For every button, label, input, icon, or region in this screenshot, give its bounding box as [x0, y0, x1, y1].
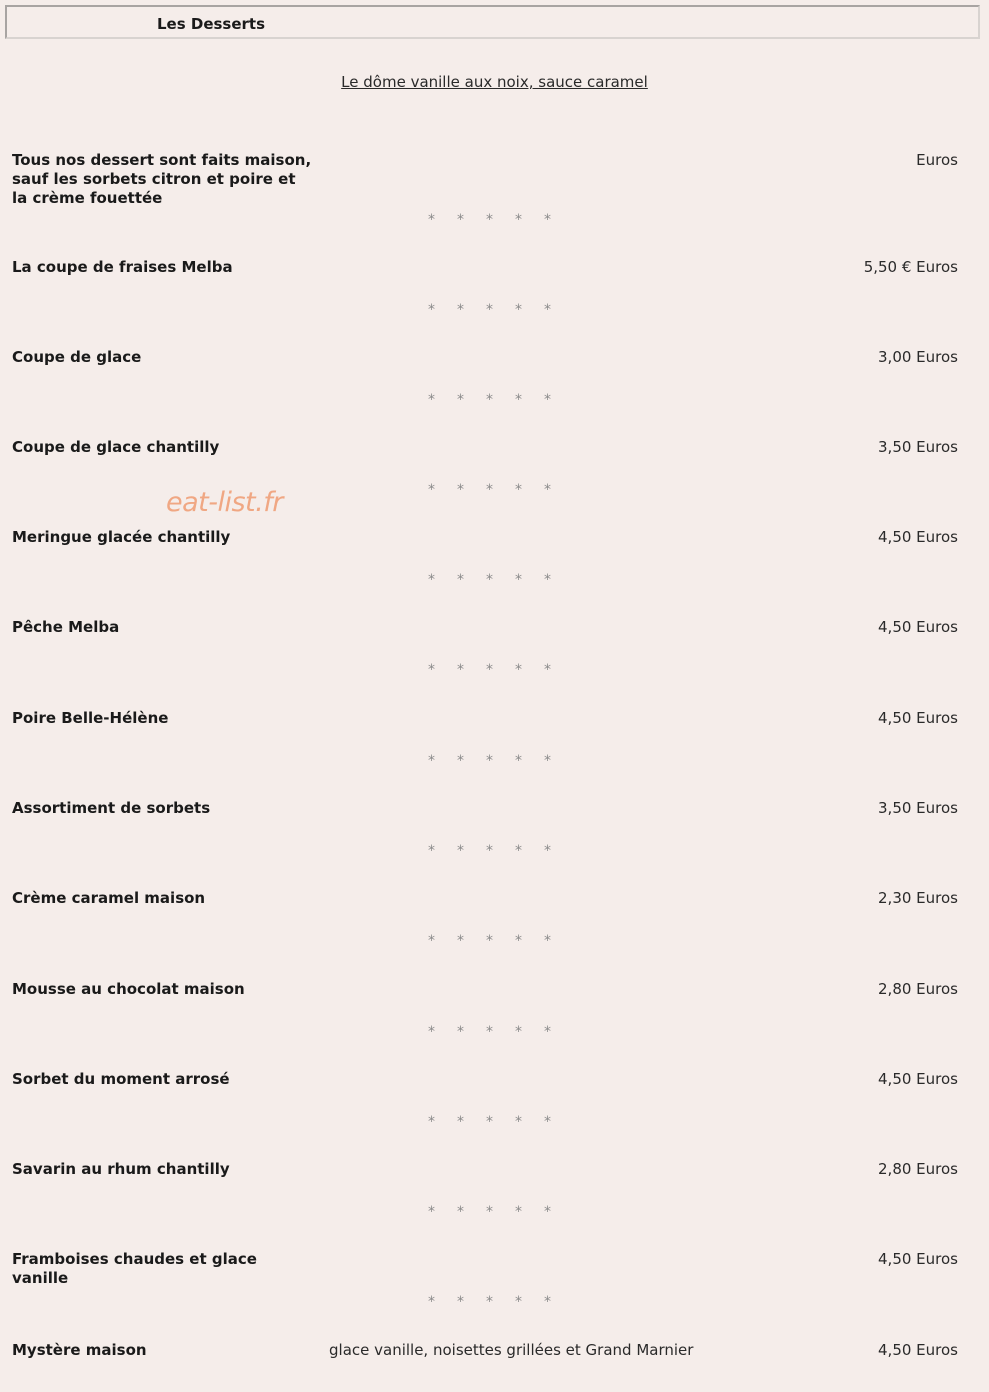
separator-star: * — [457, 1294, 464, 1310]
separator-star: * — [515, 482, 522, 498]
menu-item-name: Poire Belle-Hélène — [12, 709, 169, 727]
separator-star: * — [457, 572, 464, 588]
star-separator — [428, 572, 568, 588]
star-separator — [428, 1114, 568, 1130]
star-separator — [428, 843, 568, 859]
star-separator — [428, 392, 568, 408]
separator-star: * — [515, 753, 522, 769]
separator-star: * — [486, 482, 493, 498]
separator-star: * — [544, 1024, 551, 1040]
star-separator — [428, 302, 568, 318]
star-separator — [428, 753, 568, 769]
separator-star: * — [457, 1024, 464, 1040]
menu-item-price: 2,80 Euros — [878, 1160, 958, 1178]
separator-star: * — [457, 843, 464, 859]
menu-item-name: Crème caramel maison — [12, 889, 206, 907]
menu-item-name: Tous nos dessert sont faits maison, sauf les sorbets citron et poire et la crème fouettée — [12, 151, 312, 207]
separator-star: * — [515, 843, 522, 859]
separator-star: * — [544, 1204, 551, 1220]
separator-star: * — [457, 753, 464, 769]
separator-star: * — [515, 212, 522, 228]
star-separator — [428, 1024, 568, 1040]
separator-star: * — [428, 1024, 435, 1040]
separator-star: * — [486, 212, 493, 228]
separator-star: * — [544, 482, 551, 498]
menu-item-description: glace vanille, noisettes grillées et Grand Marnier — [329, 1341, 694, 1359]
separator-star: * — [457, 662, 464, 678]
separator-star: * — [486, 662, 493, 678]
separator-star: * — [428, 843, 435, 859]
menu-item-price: 2,30 Euros — [878, 889, 958, 907]
separator-star: * — [544, 1114, 551, 1130]
menu-item-name: Meringue glacée chantilly — [12, 528, 231, 546]
separator-star: * — [428, 662, 435, 678]
separator-star: * — [515, 933, 522, 949]
star-separator — [428, 482, 568, 498]
separator-star: * — [486, 843, 493, 859]
separator-star: * — [544, 302, 551, 318]
separator-star: * — [457, 1204, 464, 1220]
menu-item-name: Assortiment de sorbets — [12, 799, 211, 817]
header-box — [5, 5, 980, 39]
separator-star: * — [515, 572, 522, 588]
separator-star: * — [428, 1204, 435, 1220]
menu-item-name: Framboises chaudes et glace vanille — [12, 1250, 257, 1287]
menu-item-name: Savarin au rhum chantilly — [12, 1160, 230, 1178]
separator-star: * — [428, 753, 435, 769]
separator-star: * — [544, 843, 551, 859]
menu-item-price: 4,50 Euros — [878, 709, 958, 727]
featured-dessert-link[interactable]: Le dôme vanille aux noix, sauce caramel — [341, 73, 648, 91]
menu-item-name: Mystère maison — [12, 1341, 147, 1359]
menu-item-price: 3,50 Euros — [878, 438, 958, 456]
separator-star: * — [486, 572, 493, 588]
separator-star: * — [486, 753, 493, 769]
separator-star: * — [428, 482, 435, 498]
menu-item-name: La coupe de fraises Melba — [12, 258, 233, 276]
menu-item-price: Euros — [916, 151, 958, 169]
separator-star: * — [544, 392, 551, 408]
separator-star: * — [457, 1114, 464, 1130]
separator-star: * — [544, 753, 551, 769]
star-separator — [428, 1204, 568, 1220]
separator-star: * — [515, 302, 522, 318]
separator-star: * — [544, 933, 551, 949]
separator-star: * — [486, 1114, 493, 1130]
menu-item-price: 2,80 Euros — [878, 980, 958, 998]
separator-star: * — [428, 1114, 435, 1130]
separator-star: * — [544, 1294, 551, 1310]
menu-item-name: Coupe de glace chantilly — [12, 438, 220, 456]
separator-star: * — [515, 392, 522, 408]
menu-item-name: Pêche Melba — [12, 618, 120, 636]
separator-star: * — [428, 392, 435, 408]
separator-star: * — [515, 1024, 522, 1040]
star-separator — [428, 933, 568, 949]
separator-star: * — [457, 392, 464, 408]
separator-star: * — [544, 572, 551, 588]
menu-item-price: 5,50 € Euros — [863, 258, 958, 276]
star-separator — [428, 212, 568, 228]
menu-item-price: 4,50 Euros — [878, 528, 958, 546]
star-separator — [428, 662, 568, 678]
separator-star: * — [428, 572, 435, 588]
separator-star: * — [428, 212, 435, 228]
separator-star: * — [544, 662, 551, 678]
separator-star: * — [486, 933, 493, 949]
separator-star: * — [486, 302, 493, 318]
separator-star: * — [428, 302, 435, 318]
separator-star: * — [544, 212, 551, 228]
menu-item-name: Sorbet du moment arrosé — [12, 1070, 230, 1088]
separator-star: * — [486, 1204, 493, 1220]
separator-star: * — [457, 933, 464, 949]
watermark-logo: eat-list.fr — [166, 487, 283, 518]
menu-item-name: Coupe de glace — [12, 348, 142, 366]
menu-item-price: 4,50 Euros — [878, 1070, 958, 1088]
menu-item-name: Mousse au chocolat maison — [12, 980, 245, 998]
separator-star: * — [457, 212, 464, 228]
menu-item-price: 3,50 Euros — [878, 799, 958, 817]
separator-star: * — [515, 1204, 522, 1220]
separator-star: * — [428, 933, 435, 949]
star-separator — [428, 1294, 568, 1310]
menu-item-price: 4,50 Euros — [878, 618, 958, 636]
separator-star: * — [457, 302, 464, 318]
separator-star: * — [486, 392, 493, 408]
separator-star: * — [515, 1294, 522, 1310]
page-title: Les Desserts — [157, 15, 266, 33]
menu-item-price: 4,50 Euros — [878, 1341, 958, 1359]
separator-star: * — [486, 1294, 493, 1310]
separator-star: * — [457, 482, 464, 498]
separator-star: * — [515, 1114, 522, 1130]
separator-star: * — [515, 662, 522, 678]
separator-star: * — [486, 1024, 493, 1040]
menu-item-price: 4,50 Euros — [878, 1250, 958, 1268]
menu-item-price: 3,00 Euros — [878, 348, 958, 366]
separator-star: * — [428, 1294, 435, 1310]
